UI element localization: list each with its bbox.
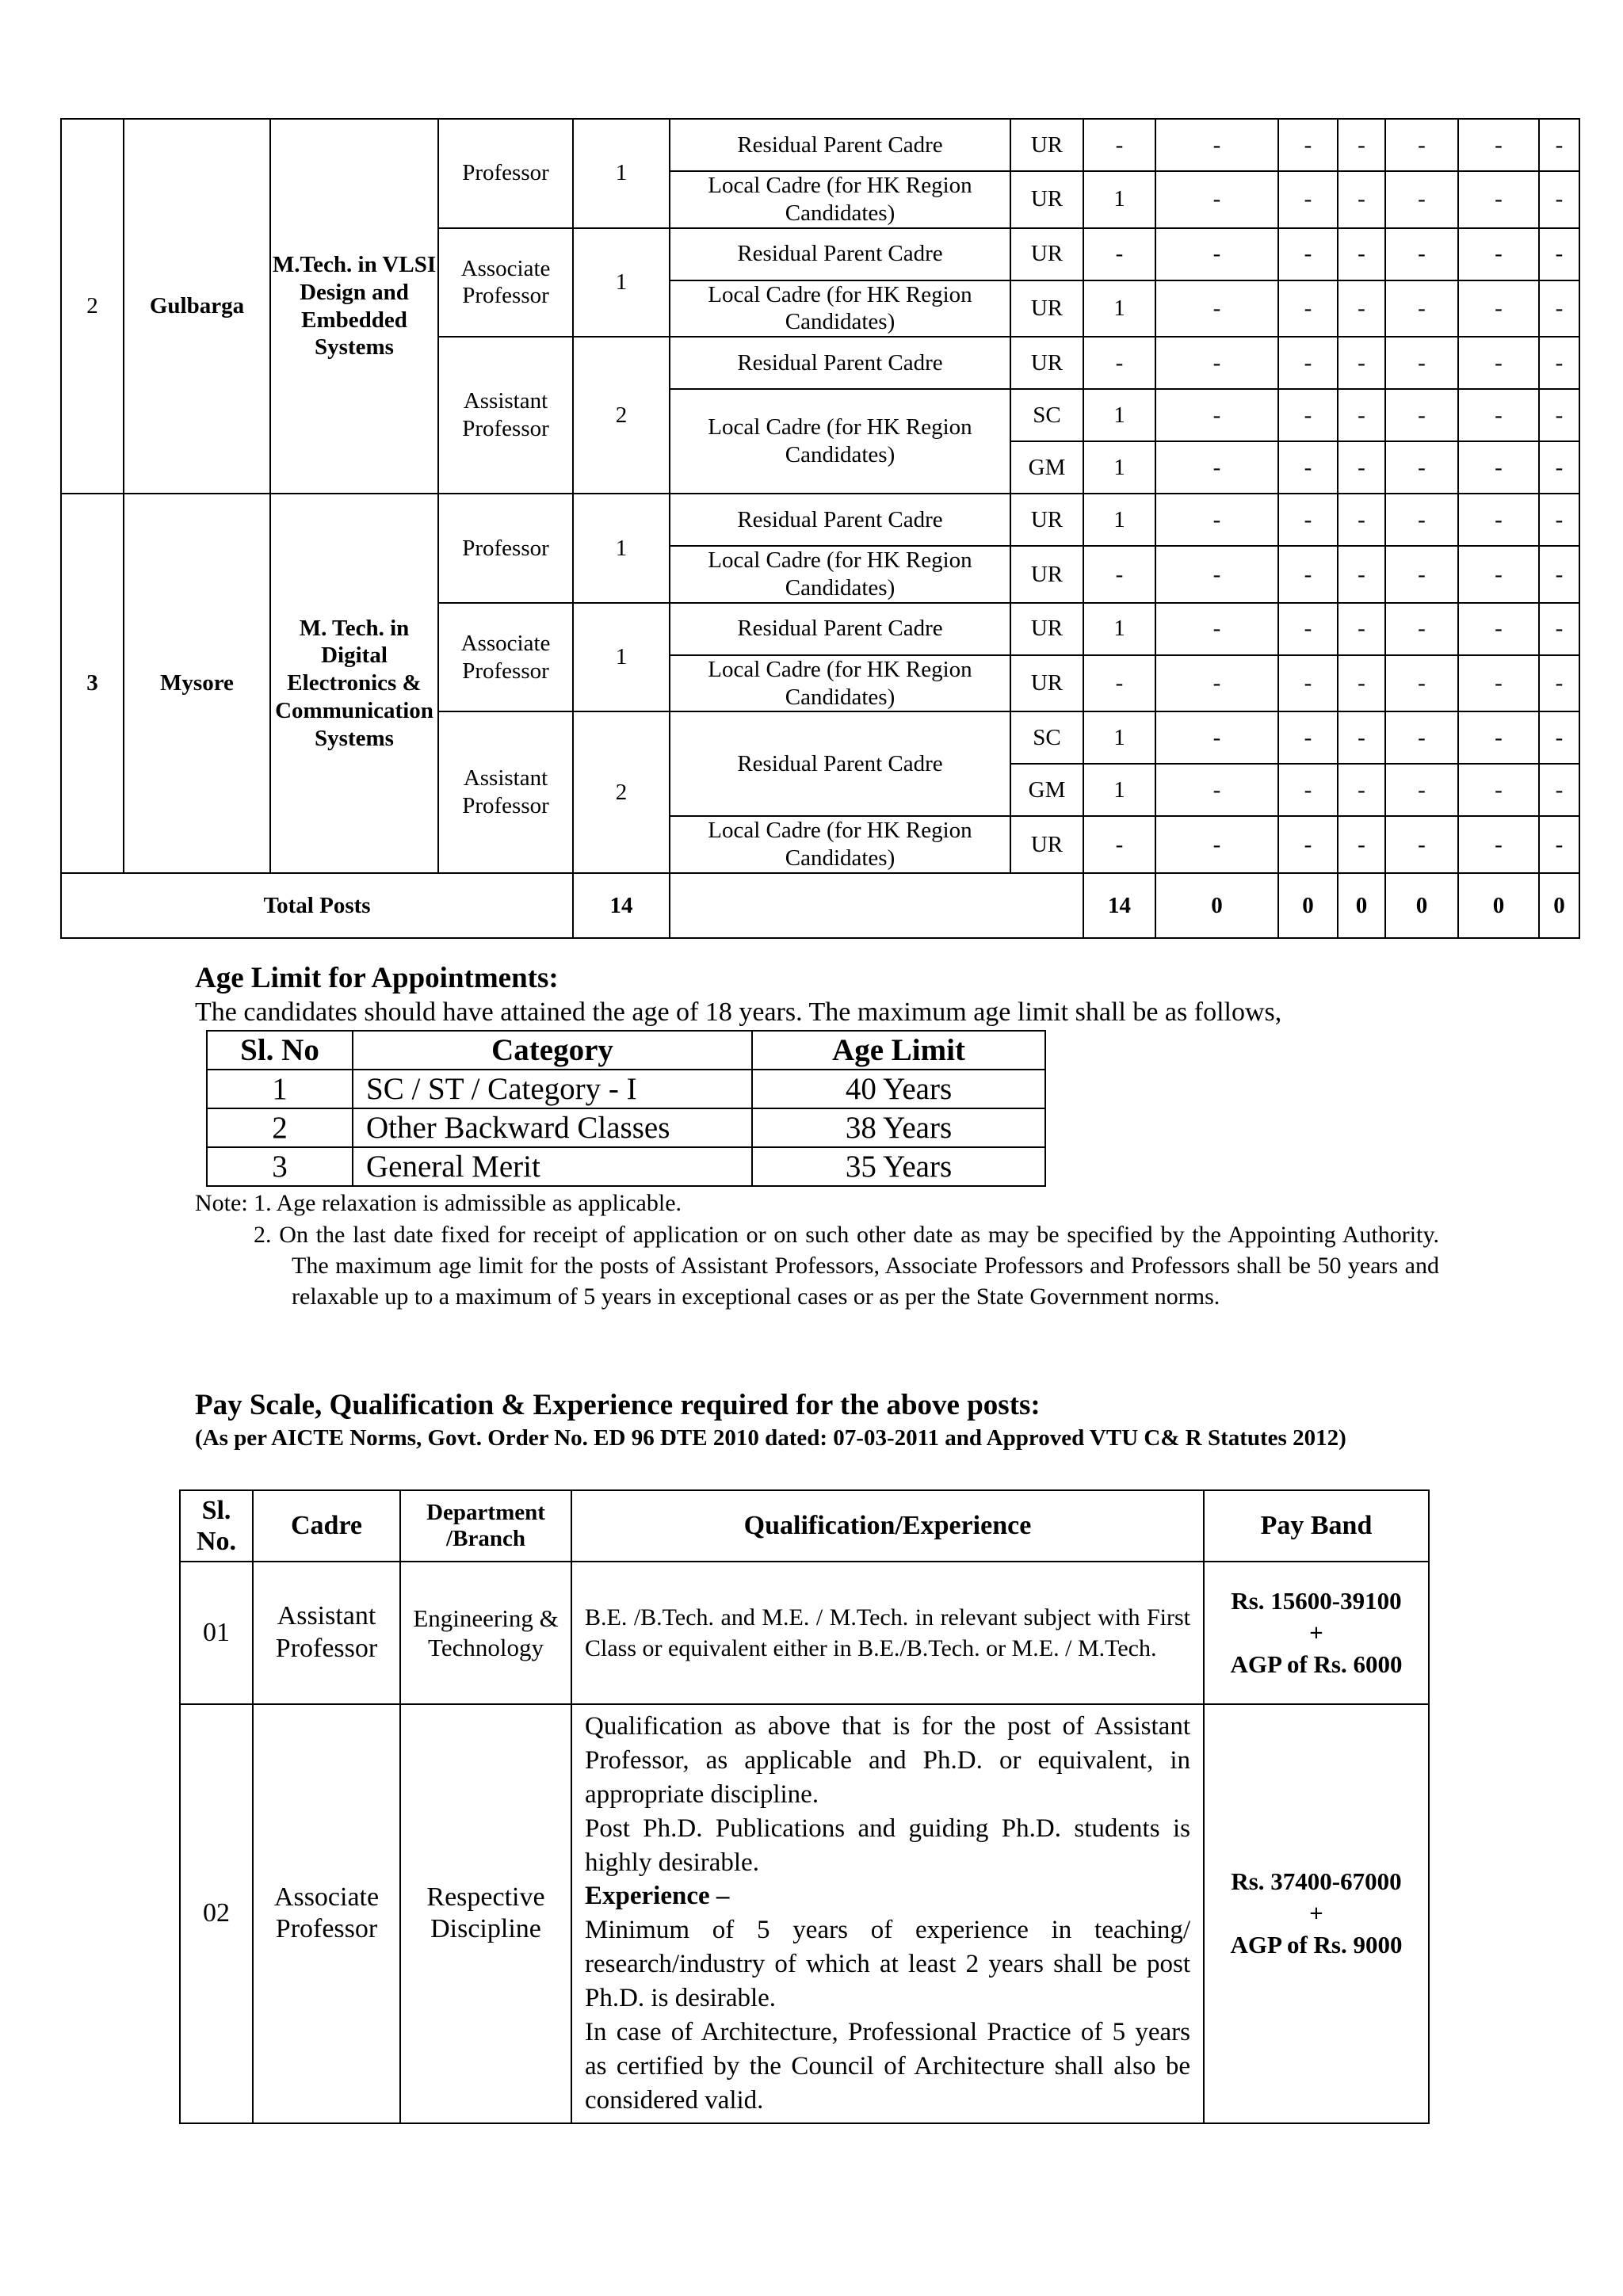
posts-value: -: [1155, 494, 1278, 546]
posts-course: M. Tech. in Digital Electronics & Communication Systems: [270, 494, 438, 873]
posts-center: Mysore: [124, 494, 270, 873]
posts-value: -: [1385, 816, 1458, 873]
posts-value: -: [1155, 441, 1278, 494]
age-table-header-row: [207, 1031, 1045, 1070]
posts-value: 1: [1083, 603, 1155, 655]
posts-total-value: 0: [1338, 873, 1385, 938]
age-limit-intro: The candidates should have attained the age of 18 years. The maximum age limit shall be as follows,: [195, 997, 1282, 1027]
posts-value: -: [1083, 228, 1155, 280]
pay-heading: Pay Scale, Qualification & Experience required for the above posts:: [195, 1389, 1041, 1421]
posts-value: 1: [1083, 441, 1155, 494]
pay-band: Rs. 37400-67000 + AGP of Rs. 9000: [1204, 1704, 1429, 2123]
posts-value: -: [1155, 119, 1278, 171]
posts-count: 1: [573, 119, 670, 228]
posts-value: -: [1458, 546, 1539, 603]
posts-value: -: [1278, 494, 1338, 546]
posts-value: -: [1458, 441, 1539, 494]
posts-value: -: [1278, 603, 1338, 655]
posts-value: -: [1338, 655, 1385, 712]
posts-value: -: [1385, 171, 1458, 228]
posts-designation: Assistant Professor: [438, 337, 573, 494]
posts-value: 1: [1083, 494, 1155, 546]
posts-value: -: [1338, 280, 1385, 338]
posts-value: 1: [1083, 389, 1155, 441]
posts-value: -: [1083, 119, 1155, 171]
posts-total-row: [61, 873, 1579, 938]
posts-count: 1: [573, 494, 670, 603]
posts-cadre: Residual Parent Cadre: [670, 119, 1010, 171]
posts-value: -: [1155, 816, 1278, 873]
posts-value: -: [1155, 764, 1278, 816]
age-table-row: [207, 1108, 1045, 1147]
posts-value: -: [1338, 441, 1385, 494]
posts-value: -: [1458, 228, 1539, 280]
posts-value: 1: [1083, 171, 1155, 228]
age-sl: 2: [207, 1108, 353, 1147]
posts-value: -: [1539, 603, 1579, 655]
posts-value: -: [1385, 655, 1458, 712]
posts-value: -: [1539, 494, 1579, 546]
posts-cadre: Residual Parent Cadre: [670, 337, 1010, 389]
pay-cadre: Assistant Professor: [253, 1562, 400, 1704]
posts-value: -: [1458, 494, 1539, 546]
posts-cadre: Local Cadre (for HK Region Candidates): [670, 655, 1010, 712]
posts-table: [60, 118, 1580, 939]
posts-category: SC: [1010, 711, 1083, 764]
posts-value: -: [1385, 546, 1458, 603]
posts-value: -: [1155, 228, 1278, 280]
posts-category: UR: [1010, 280, 1083, 338]
pay-department: Engineering & Technology: [400, 1562, 571, 1704]
posts-sl: 2: [61, 119, 124, 494]
pay-department: Respective Discipline: [400, 1704, 571, 2123]
posts-category: UR: [1010, 816, 1083, 873]
posts-value: -: [1458, 389, 1539, 441]
posts-value: -: [1155, 337, 1278, 389]
posts-value: -: [1539, 764, 1579, 816]
age-category: Other Backward Classes: [353, 1108, 752, 1147]
posts-value: -: [1539, 228, 1579, 280]
age-note-2: 2. On the last date fixed for receipt of application or on such other date as may be specified by the Appointing Authority. The maximum age limit for the posts of Assistant Professors, Associate Professors and Professors shall be 50 years and relaxable up to a maximum of 5 years in exceptional cases or as per the State Government norms.: [254, 1222, 1439, 1310]
posts-value: -: [1539, 655, 1579, 712]
posts-value: -: [1338, 603, 1385, 655]
age-sl: 3: [207, 1147, 353, 1186]
posts-total-value: 0: [1458, 873, 1539, 938]
posts-value: -: [1278, 711, 1338, 764]
posts-value: -: [1385, 280, 1458, 338]
age-sl: 1: [207, 1070, 353, 1108]
posts-sl: 3: [61, 494, 124, 873]
age-limit: 40 Years: [752, 1070, 1045, 1108]
pay-header-qualification: Qualification/Experience: [571, 1490, 1204, 1562]
pay-table-row: [180, 1704, 1429, 2123]
age-header-category: Category: [353, 1031, 752, 1070]
posts-value: -: [1338, 171, 1385, 228]
posts-value: -: [1458, 816, 1539, 873]
posts-category: UR: [1010, 171, 1083, 228]
posts-category: UR: [1010, 337, 1083, 389]
posts-cadre: Local Cadre (for HK Region Candidates): [670, 546, 1010, 603]
posts-cadre: Local Cadre (for HK Region Candidates): [670, 389, 1010, 494]
posts-total-count: 14: [573, 873, 670, 938]
posts-value: -: [1458, 337, 1539, 389]
pay-table-header-row: [180, 1490, 1429, 1562]
age-category: SC / ST / Category - I: [353, 1070, 752, 1108]
posts-value: -: [1338, 494, 1385, 546]
posts-total-value: 0: [1155, 873, 1278, 938]
posts-value: -: [1539, 711, 1579, 764]
posts-category: GM: [1010, 441, 1083, 494]
pay-scale-table: [179, 1489, 1430, 2124]
posts-value: -: [1338, 816, 1385, 873]
posts-value: -: [1278, 280, 1338, 338]
posts-total-value: 0: [1278, 873, 1338, 938]
posts-cadre: Residual Parent Cadre: [670, 228, 1010, 280]
posts-value: -: [1338, 119, 1385, 171]
posts-total-blank: [670, 873, 1083, 938]
posts-row: [61, 119, 1579, 171]
pay-band: Rs. 15600-39100 + AGP of Rs. 6000: [1204, 1562, 1429, 1704]
posts-value: -: [1539, 816, 1579, 873]
posts-value: -: [1278, 816, 1338, 873]
posts-category: UR: [1010, 546, 1083, 603]
pay-sl: 01: [180, 1562, 253, 1704]
posts-value: -: [1155, 171, 1278, 228]
posts-designation: Assistant Professor: [438, 711, 573, 873]
posts-value: -: [1338, 228, 1385, 280]
age-limit-table: [206, 1030, 1046, 1187]
posts-value: -: [1278, 764, 1338, 816]
posts-center: Gulbarga: [124, 119, 270, 494]
posts-value: 1: [1083, 764, 1155, 816]
age-header-sl: Sl. No: [207, 1031, 353, 1070]
posts-total-value: 14: [1083, 873, 1155, 938]
posts-cadre: Residual Parent Cadre: [670, 603, 1010, 655]
posts-designation: Professor: [438, 494, 573, 603]
posts-value: -: [1155, 546, 1278, 603]
posts-count: 2: [573, 711, 670, 873]
posts-value: -: [1155, 389, 1278, 441]
age-note-1: Note: 1. Age relaxation is admissible as applicable.: [195, 1190, 682, 1216]
posts-total-value: 0: [1539, 873, 1579, 938]
posts-category: UR: [1010, 603, 1083, 655]
posts-value: 1: [1083, 711, 1155, 764]
posts-value: -: [1278, 389, 1338, 441]
posts-value: -: [1385, 603, 1458, 655]
posts-category: UR: [1010, 655, 1083, 712]
age-limit: 38 Years: [752, 1108, 1045, 1147]
posts-value: -: [1458, 280, 1539, 338]
posts-course: M.Tech. in VLSI Design and Embedded Systems: [270, 119, 438, 494]
posts-row: [61, 494, 1579, 546]
pay-cadre: Associate Professor: [253, 1704, 400, 2123]
posts-value: -: [1338, 764, 1385, 816]
posts-value: -: [1338, 337, 1385, 389]
age-header-limit: Age Limit: [752, 1031, 1045, 1070]
posts-value: -: [1278, 546, 1338, 603]
posts-value: -: [1278, 441, 1338, 494]
age-limit-heading: Age Limit for Appointments:: [195, 962, 559, 994]
posts-value: -: [1155, 711, 1278, 764]
posts-value: -: [1385, 711, 1458, 764]
posts-category: UR: [1010, 494, 1083, 546]
posts-value: -: [1458, 603, 1539, 655]
posts-value: -: [1385, 228, 1458, 280]
posts-value: -: [1539, 171, 1579, 228]
posts-value: -: [1539, 280, 1579, 338]
posts-value: -: [1338, 711, 1385, 764]
posts-value: -: [1278, 655, 1338, 712]
pay-header-department: Department /Branch: [400, 1490, 571, 1562]
posts-count: 2: [573, 337, 670, 494]
posts-value: -: [1385, 337, 1458, 389]
pay-subheading: (As per AICTE Norms, Govt. Order No. ED 96 DTE 2010 dated: 07-03-2011 and Approved VTU C& R Statutes 2012): [195, 1425, 1346, 1451]
pay-header-cadre: Cadre: [253, 1490, 400, 1562]
age-category: General Merit: [353, 1147, 752, 1186]
posts-value: -: [1458, 764, 1539, 816]
posts-category: UR: [1010, 119, 1083, 171]
age-table-row: [207, 1147, 1045, 1186]
posts-value: -: [1155, 655, 1278, 712]
age-limit: 35 Years: [752, 1147, 1045, 1186]
posts-value: -: [1083, 337, 1155, 389]
posts-value: -: [1539, 441, 1579, 494]
posts-value: -: [1338, 389, 1385, 441]
posts-category: GM: [1010, 764, 1083, 816]
posts-value: -: [1338, 546, 1385, 603]
pay-sl: 02: [180, 1704, 253, 2123]
posts-value: -: [1155, 280, 1278, 338]
age-table-row: [207, 1070, 1045, 1108]
posts-value: -: [1278, 171, 1338, 228]
pay-header-pay-band: Pay Band: [1204, 1490, 1429, 1562]
posts-value: -: [1539, 389, 1579, 441]
posts-value: -: [1083, 655, 1155, 712]
posts-value: -: [1539, 337, 1579, 389]
pay-qualification: B.E. /B.Tech. and M.E. / M.Tech. in relevant subject with First Class or equivalent either in B.E./B.Tech. or M.E. / M.Tech.: [571, 1562, 1204, 1704]
posts-cadre: Local Cadre (for HK Region Candidates): [670, 280, 1010, 338]
pay-table-row: [180, 1562, 1429, 1704]
posts-count: 1: [573, 603, 670, 712]
posts-value: -: [1458, 171, 1539, 228]
posts-value: 1: [1083, 280, 1155, 338]
posts-value: -: [1385, 494, 1458, 546]
posts-designation: Professor: [438, 119, 573, 228]
pay-header-sl: Sl. No.: [180, 1490, 253, 1562]
posts-category: SC: [1010, 389, 1083, 441]
posts-value: -: [1385, 764, 1458, 816]
posts-total-value: 0: [1385, 873, 1458, 938]
posts-value: -: [1155, 603, 1278, 655]
posts-value: -: [1278, 337, 1338, 389]
posts-cadre: Local Cadre (for HK Region Candidates): [670, 816, 1010, 873]
posts-value: -: [1278, 228, 1338, 280]
posts-designation: Associate Professor: [438, 228, 573, 338]
posts-value: -: [1083, 816, 1155, 873]
posts-count: 1: [573, 228, 670, 338]
pay-qualification: Qualification as above that is for the post of Assistant Professor, as applicable and Ph.D. or equivalent, in appropriate discipline. Post Ph.D. Publications and guiding Ph.D. students is highly desirable. Experience – Minimum of 5 years of experience in teaching/ research/industry of which at least 2 years shall be post Ph.D. is desirable. In case of Architecture, Professional Practice of 5 years as certified by the Council of Architecture shall also be considered valid.: [571, 1704, 1204, 2123]
posts-value: -: [1458, 711, 1539, 764]
posts-value: -: [1539, 546, 1579, 603]
posts-value: -: [1539, 119, 1579, 171]
posts-cadre: Residual Parent Cadre: [670, 711, 1010, 816]
posts-value: -: [1458, 119, 1539, 171]
posts-value: -: [1278, 119, 1338, 171]
posts-total-label: Total Posts: [61, 873, 573, 938]
posts-designation: Associate Professor: [438, 603, 573, 712]
posts-value: -: [1385, 441, 1458, 494]
posts-value: -: [1083, 546, 1155, 603]
posts-value: -: [1385, 389, 1458, 441]
posts-cadre: Local Cadre (for HK Region Candidates): [670, 171, 1010, 228]
posts-value: -: [1385, 119, 1458, 171]
posts-value: -: [1458, 655, 1539, 712]
posts-category: UR: [1010, 228, 1083, 280]
posts-cadre: Residual Parent Cadre: [670, 494, 1010, 546]
